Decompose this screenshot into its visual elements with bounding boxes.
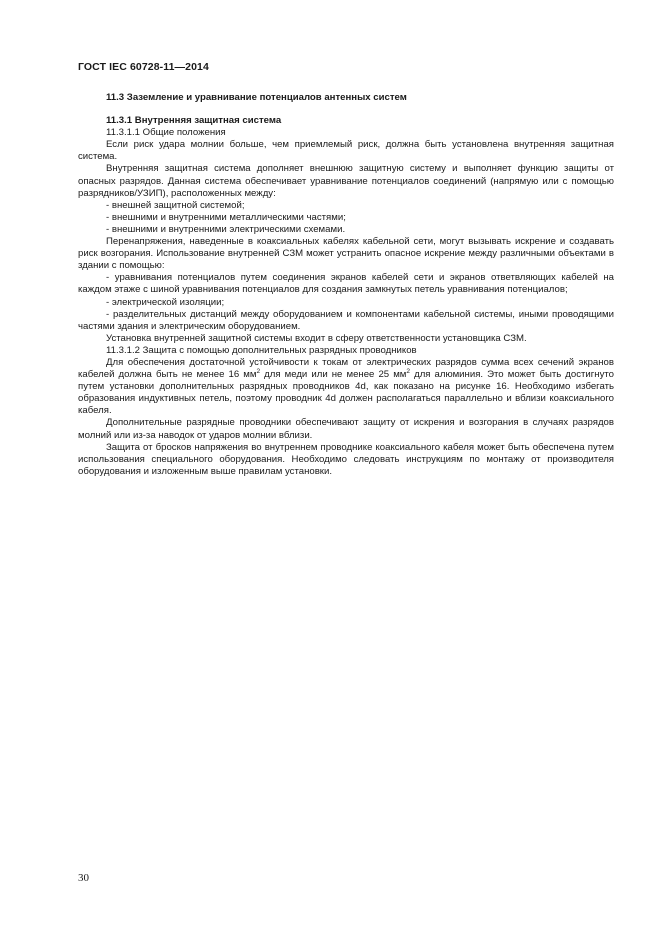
list-item: - разделительных дистанций между оборудованием и компонентами кабельной системы, иными проводящими частями здания и электрическим оборудованием. <box>78 308 614 332</box>
paragraph: Внутренняя защитная система дополняет внешнюю защитную систему и выполняет функцию защиты от опасных разрядов. Данная система обеспечивает уравнивание потенциалов соединений (напрямую или с помощью разрядников/УЗИП), расположенных между: <box>78 163 614 199</box>
document-header: ГОСТ IEC 60728-11—2014 <box>78 61 209 73</box>
paragraph: Перенапряжения, наведенные в коаксиальных кабелях кабельной сети, могут вызывать искрение и создавать риск возгорания. Использование внутренней СЗМ может устранить опасное искрение между различными объектами в здании с помощью: <box>78 236 614 272</box>
paragraph: Дополнительные разрядные проводники обеспечивают защиту от искрения и возгорания в случаях разрядов молний или из-за наводок от ударов молнии вблизи. <box>78 417 614 441</box>
paragraph-text: для меди или не менее 25 мм <box>260 369 407 381</box>
clause-heading: 11.3.1.2 Защита с помощью дополнительных разрядных проводников <box>106 344 417 356</box>
page-number: 30 <box>78 872 89 884</box>
list-item: - внешними и внутренними электрическими схемами. <box>106 223 346 235</box>
superscript: 2 <box>256 367 261 375</box>
clause-heading: 11.3.1.1 Общие положения <box>106 127 226 139</box>
list-item: - внешней защитной системой; <box>106 199 245 211</box>
section-title: 11.3 Заземление и уравнивание потенциалов антенных систем <box>106 92 407 103</box>
paragraph-text: для алюминия. Это может быть достигнуто путем установки дополнительных разрядных проводников 4d, как показано на рисунке 16. Необходимо избегать образования индуктивных петель, поэтому проводник 4d должен располагаться параллельно и вблизи коаксиального кабеля. <box>78 369 615 417</box>
list-item: - уравнивания потенциалов путем соединения экранов кабелей сети и экранов ответвляющих кабелей на каждом этаже с шиной уравнивания потенциалов для создания замкнутых петель уравнивания потенциалов; <box>78 272 614 296</box>
paragraph: Установка внутренней защитной системы входит в сферу ответственности установщика СЗМ. <box>106 332 527 344</box>
paragraph-text: Для обеспечения достаточной устойчивости к токам от электрических разрядов сумма всех сечений экранов кабелей должна быть не менее 16 мм <box>78 356 614 381</box>
list-item: - электрической изоляции; <box>106 296 225 308</box>
list-item: - внешними и внутренними металлическими частями; <box>106 211 346 223</box>
paragraph: Защита от бросков напряжения во внутреннем проводнике коаксиального кабеля может быть обеспечена путем использования специального оборудования. Необходимо следовать инструкциям по монтажу от производителя оборудования и изложенным выше правилам установки. <box>78 441 614 477</box>
document-body <box>78 92 614 478</box>
paragraph: Если риск удара молнии больше, чем приемлемый риск, должна быть установлена внутренняя защитная система. <box>78 139 614 163</box>
superscript: 2 <box>406 367 411 375</box>
subsection-title: 11.3.1 Внутренняя защитная система <box>106 115 282 127</box>
paragraph <box>78 357 614 417</box>
